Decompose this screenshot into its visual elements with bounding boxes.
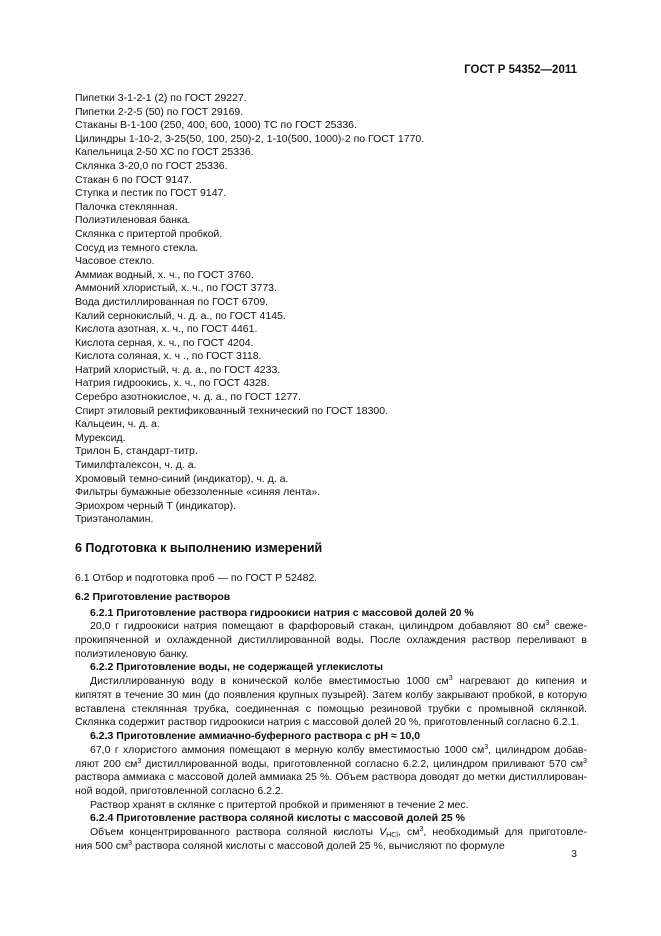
equipment-item: Цилиндры 1-10-2, 3-25(50, 100, 250)-2, 1-10(500, 1000)-2 по ГОСТ 1770.	[75, 132, 425, 145]
equipment-item: Палочка стеклянная.	[75, 200, 178, 213]
s621-line-1b: свеже-	[549, 620, 587, 632]
equipment-item: Аммоний хлористый, х. ч., по ГОСТ 3773.	[75, 282, 277, 295]
equipment-item: Мурексид.	[75, 431, 126, 444]
s623-sup-3: 3	[583, 758, 587, 765]
equipment-item: Пипетки 2-2-5 (50) по ГОСТ 29169.	[75, 105, 244, 118]
equipment-item: Хромовый темно-синий (индикатор), ч. д. а.	[75, 472, 289, 485]
subsection-6-2-4-title: 6.2.4 Приготовление раствора соляной кислоты с массовой долей 25 %	[90, 812, 465, 824]
s624-line-2b: раствора соляной кислоты с массовой долей 25 %, вычисляют по формуле	[132, 840, 505, 852]
equipment-item: Натрия гидроокись, х. ч., по ГОСТ 4328.	[75, 377, 270, 390]
paragraph-6-2: 6.2 Приготовление растворов	[75, 591, 231, 603]
s622-line-1b: нагревают до кипения и	[452, 675, 587, 687]
s621-sup: 3	[545, 620, 550, 627]
s621-line-3: полиэтиленовую банку.	[75, 648, 189, 660]
subsection-6-2-1-title: 6.2.1 Приготовление раствора гидроокиси натрия с массовой долей 20 %	[90, 607, 474, 619]
equipment-item: Вода дистиллированная по ГОСТ 6709.	[75, 295, 269, 308]
section-6-title: 6 Подготовка к выполнению измерений	[75, 541, 323, 555]
s622-line-4: Склянка содержит раствор гидроокиси натрия с массовой долей 20 %, приготовленный согласно 6.2.1.	[75, 716, 580, 728]
s623-line-4: ной водой, приготовленной согласно 6.2.2.	[75, 785, 284, 797]
s622-line-2: кипятят в течение 30 мин (до появления крупных пузырей). Затем колбу закрывают пробкой, в которую	[75, 689, 587, 701]
s622-line-1	[90, 675, 587, 689]
equipment-item: Эриохром черный Т (индикатор).	[75, 499, 237, 512]
equipment-item: Кальцеин, ч. д. а.	[75, 418, 160, 431]
s623-sup-1: 3	[484, 744, 489, 751]
equipment-item: Серебро азотнокислое, ч. д. а., по ГОСТ 1277.	[75, 391, 301, 404]
equipment-item: Фильтры бумажные обеззоленные «синяя лента».	[75, 486, 321, 499]
equipment-item: Сосуд из темного стекла.	[75, 241, 199, 254]
equipment-item: Кислота азотная, х. ч., по ГОСТ 4461.	[75, 323, 258, 336]
equipment-item: Часовое стекло.	[75, 255, 155, 268]
s623-line-2b: дистиллированной воды, приготовленной согласно 6.2.2, цилиндром приливают 570 см	[141, 758, 584, 770]
s624-line-2	[75, 840, 587, 854]
s624-sup-2: 3	[128, 840, 133, 847]
equipment-item: Натрий хлористый, ч. д. а., по ГОСТ 4233.	[75, 363, 281, 376]
s624-line-1b: , см	[397, 826, 420, 838]
s621-line-1a: 20,0 г гидроокиси натрия помещают в фарфоровый стакан, цилиндром добавляют 80 см	[90, 620, 546, 632]
equipment-item: Склянка с притертой пробкой.	[75, 227, 223, 240]
equipment-item: Ступка и пестик по ГОСТ 9147.	[75, 187, 227, 200]
s623-line-5: Раствор хранят в склянке с притертой пробкой и применяют в течение 2 мес.	[90, 799, 469, 811]
equipment-item: Кислота серная, х. ч., по ГОСТ 4204.	[75, 336, 254, 349]
equipment-item: Полиэтиленовая банка.	[75, 214, 191, 227]
s623-sup-2: 3	[137, 758, 142, 765]
equipment-item: Триэтаноламин.	[75, 513, 154, 526]
page-number: 3	[571, 848, 577, 860]
equipment-item: Кислота соляная, х. ч ., по ГОСТ 3118.	[75, 350, 262, 363]
equipment-item: Трилон Б, стандарт-титр.	[75, 445, 198, 458]
subsection-6-2-3-title: 6.2.3 Приготовление аммиачно-буферного раствора с pH ≈ 10,0	[90, 730, 421, 742]
s621-line-1	[90, 620, 587, 634]
s624-sup-1: 3	[419, 826, 424, 833]
s623-line-1a: 67,0 г хлористого аммония помещают в мерную колбу вместимостью 1000 см	[90, 744, 485, 756]
equipment-item: Спирт этиловый ректификованный технический по ГОСТ 18300.	[75, 404, 389, 417]
subsection-6-2-2-title: 6.2.2 Приготовление воды, не содержащей углекислоты	[90, 661, 383, 673]
s622-line-1a: Дистиллированную воду в конической колбе вместимостью 1000 см	[90, 675, 449, 687]
equipment-item: Тимилфталексон, ч. д. а.	[75, 459, 197, 472]
equipment-item: Стакан 6 по ГОСТ 9147.	[75, 173, 192, 186]
paragraph-6-1: 6.1 Отбор и подготовка проб — по ГОСТ Р 52482.	[75, 572, 318, 584]
s622-line-3: вставлена стеклянная трубка, соединенная с помощью резиновой трубки с промывной склянкой.	[75, 703, 587, 715]
document-header: ГОСТ Р 54352—2011	[464, 64, 577, 76]
s623-line-2	[75, 758, 587, 772]
equipment-list	[75, 92, 595, 527]
s624-line-1c: , необходимый для приготовле-	[423, 826, 587, 838]
s624-line-1	[90, 826, 587, 840]
equipment-item: Стаканы В-1-100 (250, 400, 600, 1000) ТС по ГОСТ 25336.	[75, 119, 357, 132]
s622-sup: 3	[448, 675, 453, 682]
s623-line-3: раствора аммиака с массовой долей аммиака 25 %. Объем раствора доводят до метки дистиллирован-	[75, 771, 587, 783]
s623-line-2a: ляют 200 см	[75, 758, 138, 770]
equipment-item: Капельница 2-50 ХС по ГОСТ 25336.	[75, 146, 254, 159]
s623-line-1	[90, 744, 587, 758]
s624-line-2a: ния 500 см	[75, 840, 129, 852]
equipment-item: Пипетки 3-1-2-1 (2) по ГОСТ 29227.	[75, 92, 247, 104]
equipment-item: Калий сернокислый, ч. д. а., по ГОСТ 4145.	[75, 309, 286, 322]
s623-line-1b: , цилиндром добав-	[488, 744, 587, 756]
s624-line-1a: Объем концентрированного раствора соляной кислоты	[90, 826, 380, 838]
equipment-item: Склянка 3-20,0 по ГОСТ 25336.	[75, 159, 228, 172]
s624-var: V	[379, 826, 387, 838]
s621-line-2: прокипяченной и охлажденной дистиллированной воды. После охлаждения раствор переливают в	[75, 634, 587, 646]
equipment-item: Аммиак водный, х. ч., по ГОСТ 3760.	[75, 268, 254, 281]
s624-sub: HCl	[386, 832, 398, 839]
